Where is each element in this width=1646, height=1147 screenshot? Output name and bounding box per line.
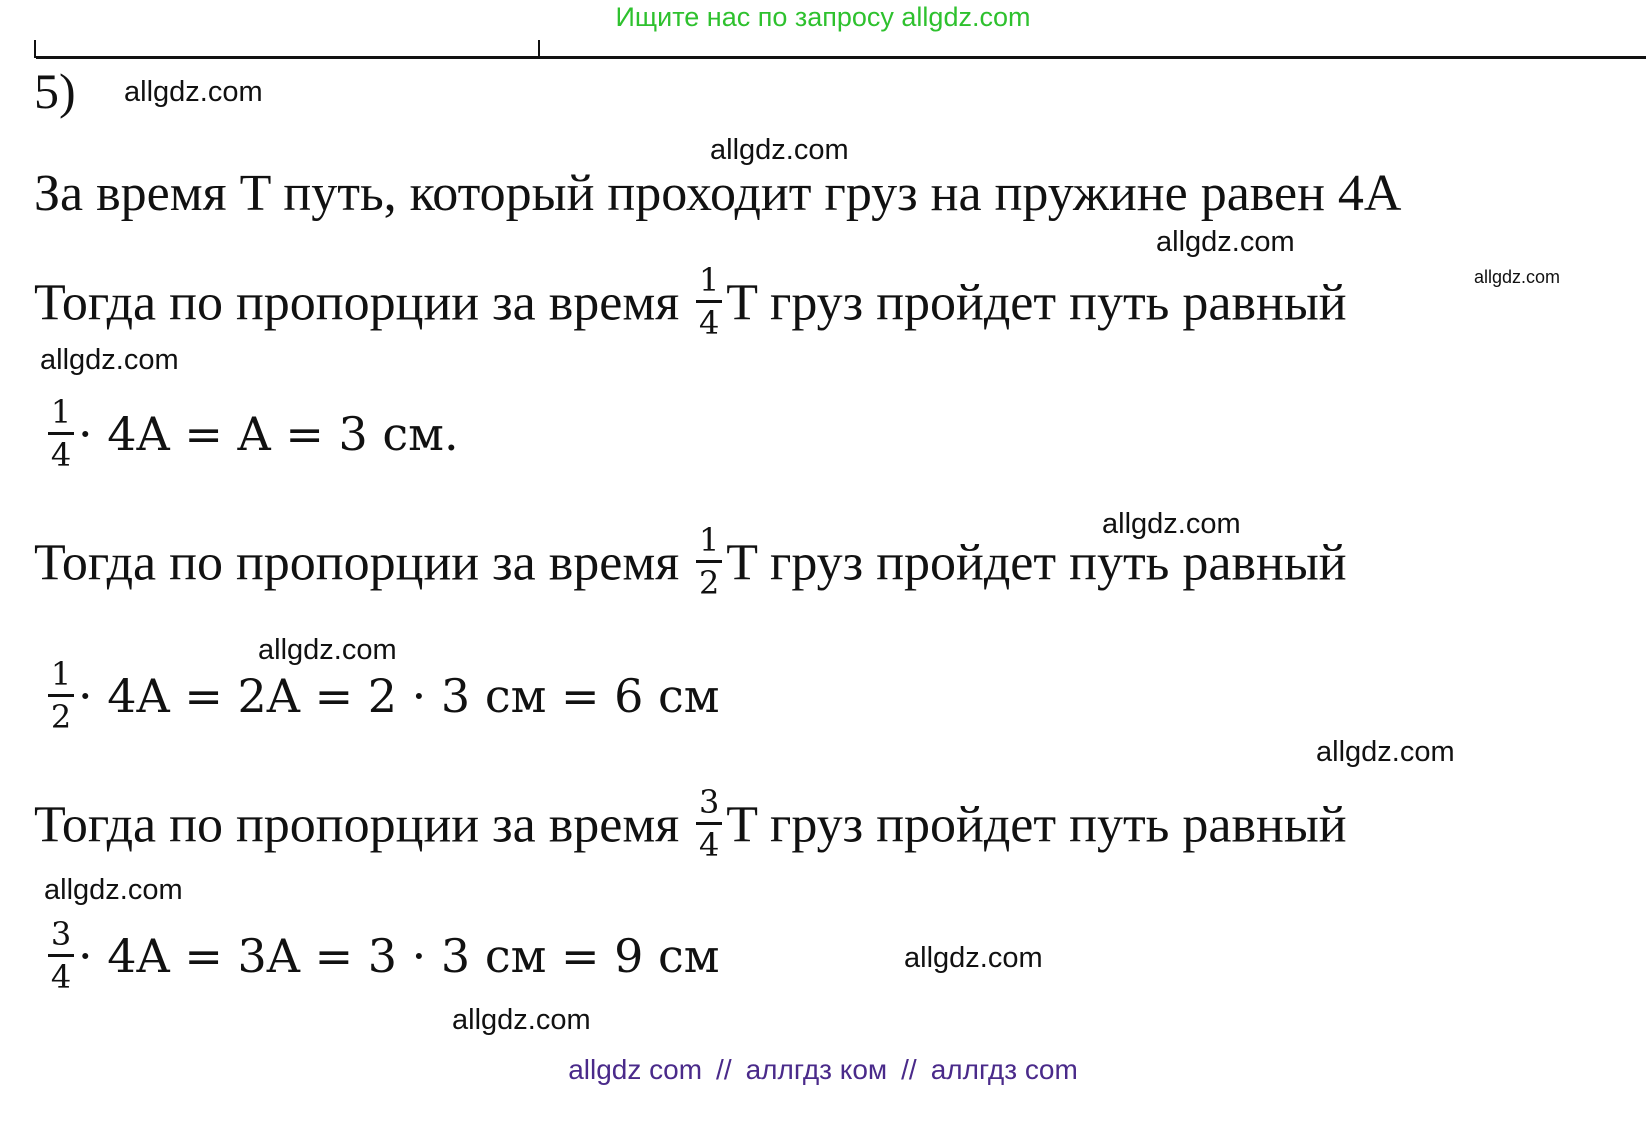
step-text <box>34 783 1347 867</box>
fraction-denominator: 4 <box>699 826 720 864</box>
watermark: allgdz.com <box>1474 267 1561 287</box>
watermark: allgdz.com <box>1156 226 1295 258</box>
step-formula <box>44 393 459 474</box>
fraction-numerator: 3 <box>699 783 720 821</box>
watermark: allgdz.com <box>1102 508 1241 540</box>
formula-fraction <box>48 655 74 736</box>
step-text-after: T груз пройдет путь равный <box>726 796 1347 854</box>
fraction-denominator: 4 <box>50 436 72 474</box>
top-banner: Ищите нас по запросу allgdz.com <box>615 2 1031 32</box>
watermark: allgdz.com <box>904 942 1043 974</box>
item-number: 5) <box>34 63 76 119</box>
formula-fraction <box>48 915 74 996</box>
step-text <box>34 261 1347 345</box>
step-formula <box>44 915 720 996</box>
formula-fraction <box>48 393 74 474</box>
step-text-before: Тогда по пропорции за время <box>34 534 680 592</box>
step-formula <box>44 655 720 736</box>
fraction-numerator: 1 <box>50 655 72 693</box>
watermark: allgdz.com <box>710 134 849 166</box>
watermark: allgdz.com <box>44 874 183 906</box>
watermark: allgdz.com <box>124 76 263 108</box>
footer-link-1[interactable]: allgdz com <box>568 1054 703 1085</box>
footer-link-3[interactable]: аллгдз com <box>930 1054 1078 1085</box>
header-rule-tick-mid <box>538 40 540 58</box>
footer-separator: // <box>716 1054 732 1085</box>
header-rule <box>36 56 1646 59</box>
watermark: allgdz.com <box>40 344 179 376</box>
header-rule-tick-left <box>34 40 36 58</box>
fraction-numerator: 1 <box>699 261 720 299</box>
step-text-after: T груз пройдет путь равный <box>726 274 1347 332</box>
formula-rest: · 4A = A = 3 см. <box>78 406 459 461</box>
fraction-denominator: 4 <box>50 958 72 996</box>
fraction-numerator: 1 <box>699 521 720 559</box>
intro-line: За время T путь, который проходит груз на пружине равен 4A <box>34 165 1402 222</box>
watermark: allgdz.com <box>1316 736 1455 768</box>
formula-rest: · 4A = 2A = 2 · 3 см = 6 см <box>78 668 720 723</box>
time-fraction <box>696 521 722 602</box>
formula-rest: · 4A = 3A = 3 · 3 см = 9 см <box>78 928 720 983</box>
step-text-after: T груз пройдет путь равный <box>726 534 1347 592</box>
watermark: allgdz.com <box>258 634 397 666</box>
step-text-before: Тогда по пропорции за время <box>34 274 680 332</box>
time-fraction <box>696 783 722 864</box>
step-text-before: Тогда по пропорции за время <box>34 796 680 854</box>
fraction-denominator: 4 <box>699 304 720 342</box>
fraction-denominator: 2 <box>50 698 72 736</box>
fraction-denominator: 2 <box>699 564 720 602</box>
footer-link-2[interactable]: аллгдз ком <box>745 1054 888 1085</box>
footer-separator: // <box>901 1054 917 1085</box>
fraction-numerator: 3 <box>50 915 72 953</box>
watermark: allgdz.com <box>452 1004 591 1036</box>
footer-links <box>0 1056 1646 1084</box>
time-fraction <box>696 261 722 342</box>
fraction-numerator: 1 <box>50 393 72 431</box>
